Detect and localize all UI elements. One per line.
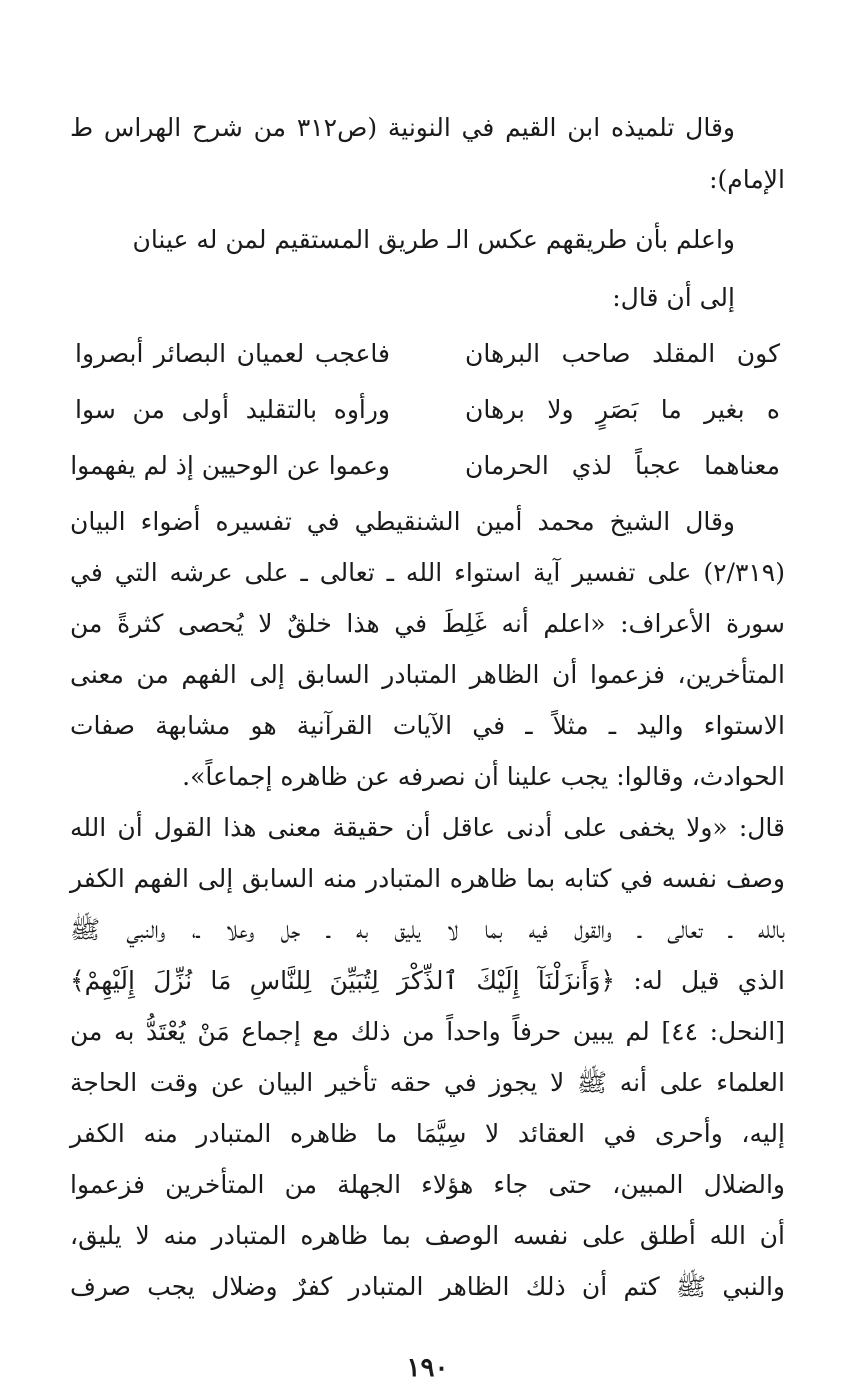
body-line-4: المتأخرين، فزعموا أن الظاهر المتبادر السابق إلى الفهم من معنى bbox=[70, 660, 785, 689]
intro-line-1: وقال تلميذه ابن القيم في النونية (ص٣١٢ من شرح الهراس ط bbox=[70, 113, 735, 142]
body-line-5: الاستواء واليد ـ مثلاً ـ في الآيات القرآنية هو مشابهة صفات bbox=[70, 711, 785, 740]
body-line-6: الحوادث، وقالوا: يجب علينا أن نصرفه عن ظاهره إجماعاً». bbox=[182, 762, 785, 791]
body-line-1: وقال الشيخ محمد أمين الشنقيطي في تفسيره أضواء البيان bbox=[70, 507, 735, 536]
verse-2-first: ورأوه بالتقليد أولى من سوا bbox=[75, 395, 390, 424]
body-line-13: إليه، وأحرى في العقائد لا سِيَّمَا ما ظاهره المتبادر منه الكفر bbox=[70, 1119, 785, 1148]
body-line-2: (٢/٣١٩) على تفسير آية استواء الله ـ تعالى ـ على عرشه التي في bbox=[70, 558, 785, 587]
body-line-8: وصف نفسه في كتابه بما ظاهره المتبادر منه السابق إلى الفهم الكفر bbox=[70, 864, 785, 893]
verse-intro: واعلم بأن طريقهم عكس الـ طريق المستقيم لمن له عينان bbox=[132, 225, 735, 254]
body-line-7: قال: «ولا يخفى على أدنى عاقل أن حقيقة معنى هذا القول أن الله bbox=[70, 813, 785, 842]
body-line-3: سورة الأعراف: «اعلم أنه غَلِطَ في هذا خلقٌ لا يُحصى كثرةً من bbox=[70, 609, 785, 638]
page-number: ١٩٠ bbox=[406, 1353, 449, 1383]
verse-1-second: كون المقلد صاحب البرهان bbox=[465, 339, 780, 368]
verse-2-second: ه بغير ما بَصَرٍ ولا برهان bbox=[465, 395, 780, 424]
body-line-10-quran: الذي قيل له: ﴿وَأَنزَلْنَآ إِلَيْكَ ٱلذِّكْرَ لِتُبَيِّنَ لِلنَّاسِ مَا نُزِّلَ إِلَيْهِمْ﴾ bbox=[70, 966, 785, 995]
body-line-11: [النحل: ٤٤] لم يبين حرفاً واحداً من ذلك مع إجماع مَنْ يُعْتَدُّ به من bbox=[70, 1017, 785, 1046]
body-line-16: والنبي ﷺ كتم أن ذلك الظاهر المتبادر كفرٌ وضلال يجب صرف bbox=[70, 1272, 785, 1301]
body-line-9: بالله ـ تعالى ـ والقول فيه بما لا يليق به ـ جل وعلا ـ، والنبي ﷺ bbox=[70, 915, 785, 944]
body-line-15: أن الله أطلق على نفسه الوصف بما ظاهره المتبادر منه لا يليق، bbox=[70, 1221, 785, 1250]
verse-3-second: معناهما عجباً لذي الحرمان bbox=[465, 451, 780, 480]
ila-an-qal: إلى أن قال: bbox=[612, 283, 735, 312]
verse-1-first: فاعجب لعميان البصائر أبصروا bbox=[75, 339, 390, 368]
intro-line-2: الإمام): bbox=[709, 165, 785, 194]
body-line-12: العلماء على أنه ﷺ لا يجوز في حقه تأخير البيان عن وقت الحاجة bbox=[70, 1068, 785, 1097]
verse-3-first: وعموا عن الوحيين إذ لم يفهموا bbox=[70, 451, 390, 480]
body-line-14: والضلال المبين، حتى جاء هؤلاء الجهلة من المتأخرين فزعموا bbox=[70, 1170, 785, 1199]
